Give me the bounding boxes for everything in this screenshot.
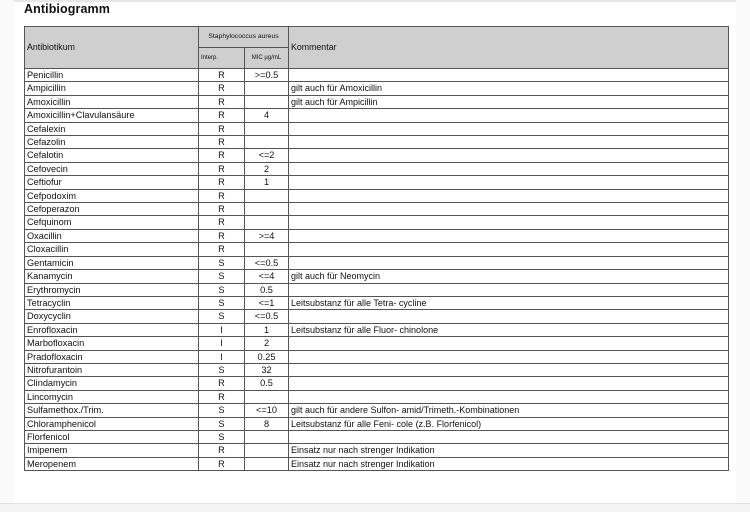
comment-cell [289,377,729,390]
page-left-margin [0,0,14,512]
interp-cell: R [199,377,245,390]
mic-cell: <=2 [245,149,289,162]
mic-cell: <=4 [245,270,289,283]
mic-cell: >=4 [245,229,289,242]
mic-cell [245,82,289,95]
mic-cell: <=0.5 [245,310,289,323]
comment-cell [289,162,729,175]
comment-cell [289,430,729,443]
interp-cell: R [199,444,245,457]
header-organism: Staphylococcus aureus [199,27,289,48]
interp-cell: S [199,270,245,283]
table-row [25,149,729,162]
table-row [25,136,729,149]
comment-cell [289,256,729,269]
antibiotic-cell: Penicillin [25,69,199,82]
interp-cell: I [199,350,245,363]
header-antibiotic: Antibiotikum [25,27,199,69]
table-body [25,69,729,471]
comment-cell: gilt auch für Ampicillin [289,95,729,108]
interp-cell: R [199,203,245,216]
antibiotic-cell: Cefalotin [25,149,199,162]
table-row [25,377,729,390]
antibiotic-cell: Tetracyclin [25,296,199,309]
comment-cell [289,189,729,202]
interp-cell: R [199,189,245,202]
mic-cell [245,243,289,256]
table-row [25,216,729,229]
interp-cell: S [199,430,245,443]
antibiotic-cell: Marbofloxacin [25,337,199,350]
table-row [25,323,729,336]
antibiotic-cell: Clindamycin [25,377,199,390]
mic-cell: >=0.5 [245,69,289,82]
antibiotic-cell: Cefpodoxim [25,189,199,202]
antibiotic-cell: Ampicillin [25,82,199,95]
table-row [25,296,729,309]
antibiotic-cell: Ceftiofur [25,176,199,189]
comment-cell: Leitsubstanz für alle Fluor- chinolone [289,323,729,336]
table-row [25,363,729,376]
interp-cell: R [199,229,245,242]
interp-cell: S [199,417,245,430]
table-row [25,203,729,216]
antibiotic-cell: Chloramphenicol [25,417,199,430]
table-row [25,176,729,189]
mic-cell: 8 [245,417,289,430]
antibiotic-cell: Pradofloxacin [25,350,199,363]
page-right-margin [736,0,750,512]
header-interp: Interp. [199,48,245,69]
table-row [25,256,729,269]
comment-cell: gilt auch für andere Sulfon- amid/Trimeth.-Kombinationen [289,404,729,417]
antibiotic-cell: Sulfamethox./Trim. [25,404,199,417]
mic-cell: 0.5 [245,283,289,296]
mic-cell [245,430,289,443]
table-row [25,109,729,122]
comment-cell [289,122,729,135]
mic-cell: <=10 [245,404,289,417]
comment-cell [289,310,729,323]
antibiogram-table [24,26,729,471]
mic-cell [245,390,289,403]
interp-cell: R [199,216,245,229]
table-header [25,27,729,69]
table-row [25,430,729,443]
antibiotic-cell: Meropenem [25,457,199,470]
mic-cell [245,136,289,149]
mic-cell: 0.25 [245,350,289,363]
interp-cell: I [199,337,245,350]
table-row [25,189,729,202]
comment-cell [289,136,729,149]
interp-cell: R [199,243,245,256]
interp-cell: R [199,149,245,162]
window-top-edge [0,0,750,2]
page-bottom-edge [0,503,750,512]
comment-cell: Leitsubstanz für alle Tetra- cycline [289,296,729,309]
antibiotic-cell: Erythromycin [25,283,199,296]
interp-cell: R [199,176,245,189]
comment-cell [289,149,729,162]
interp-cell: R [199,69,245,82]
mic-cell [245,95,289,108]
table-row [25,283,729,296]
antibiotic-cell: Cloxacillin [25,243,199,256]
antibiotic-cell: Doxycyclin [25,310,199,323]
interp-cell: S [199,404,245,417]
table-row [25,404,729,417]
comment-cell: gilt auch für Amoxicillin [289,82,729,95]
antibiotic-cell: Cefovecin [25,162,199,175]
mic-cell: 1 [245,323,289,336]
mic-cell [245,122,289,135]
table-row [25,95,729,108]
comment-cell: gilt auch für Neomycin [289,270,729,283]
antibiotic-cell: Cefazolin [25,136,199,149]
table-row [25,82,729,95]
mic-cell: 4 [245,109,289,122]
comment-cell [289,283,729,296]
table-row [25,337,729,350]
antibiotic-cell: Amoxicillin [25,95,199,108]
interp-cell: S [199,256,245,269]
antibiotic-cell: Gentamicin [25,256,199,269]
antibiotic-cell: Cefquinom [25,216,199,229]
comment-cell [289,350,729,363]
antibiotic-cell: Florfenicol [25,430,199,443]
interp-cell: R [199,82,245,95]
comment-cell [289,203,729,216]
mic-cell [245,216,289,229]
interp-cell: I [199,323,245,336]
mic-cell: 32 [245,363,289,376]
table-row [25,162,729,175]
interp-cell: R [199,109,245,122]
mic-cell: 2 [245,337,289,350]
interp-cell: R [199,122,245,135]
antibiotic-cell: Imipenem [25,444,199,457]
header-mic: MIC µg/mL [245,48,289,69]
interp-cell: R [199,95,245,108]
antibiotic-cell: Kanamycin [25,270,199,283]
interp-cell: S [199,363,245,376]
comment-cell [289,337,729,350]
comment-cell [289,229,729,242]
antibiotic-cell: Nitrofurantoin [25,363,199,376]
table-row [25,270,729,283]
interp-cell: S [199,283,245,296]
comment-cell: Einsatz nur nach strenger Indikation [289,457,729,470]
table-row [25,417,729,430]
antibiotic-cell: Cefalexin [25,122,199,135]
comment-cell [289,176,729,189]
table-row [25,122,729,135]
antibiotic-cell: Lincomycin [25,390,199,403]
interp-cell: S [199,310,245,323]
mic-cell: 2 [245,162,289,175]
mic-cell: <=0.5 [245,256,289,269]
antibiotic-cell: Cefoperazon [25,203,199,216]
mic-cell [245,457,289,470]
header-comment: Kommentar [289,27,729,69]
comment-cell [289,69,729,82]
interp-cell: R [199,162,245,175]
comment-cell [289,243,729,256]
comment-cell [289,216,729,229]
antibiotic-cell: Amoxicillin+Clavulansäure [25,109,199,122]
mic-cell: <=1 [245,296,289,309]
table-row [25,69,729,82]
interp-cell: R [199,390,245,403]
table-row [25,350,729,363]
table-row [25,444,729,457]
comment-cell: Leitsubstanz für alle Feni- cole (z.B. Florfenicol) [289,417,729,430]
mic-cell [245,189,289,202]
interp-cell: R [199,457,245,470]
antibiotic-cell: Enrofloxacin [25,323,199,336]
mic-cell [245,444,289,457]
comment-cell [289,390,729,403]
table-row [25,229,729,242]
interp-cell: S [199,296,245,309]
comment-cell [289,109,729,122]
comment-cell: Einsatz nur nach strenger Indikation [289,444,729,457]
table-row [25,457,729,470]
table-row [25,243,729,256]
table-row [25,310,729,323]
mic-cell [245,203,289,216]
table-row [25,390,729,403]
comment-cell [289,363,729,376]
mic-cell: 0.5 [245,377,289,390]
mic-cell: 1 [245,176,289,189]
antibiotic-cell: Oxacillin [25,229,199,242]
page-title: Antibiogramm [24,2,110,16]
interp-cell: R [199,136,245,149]
